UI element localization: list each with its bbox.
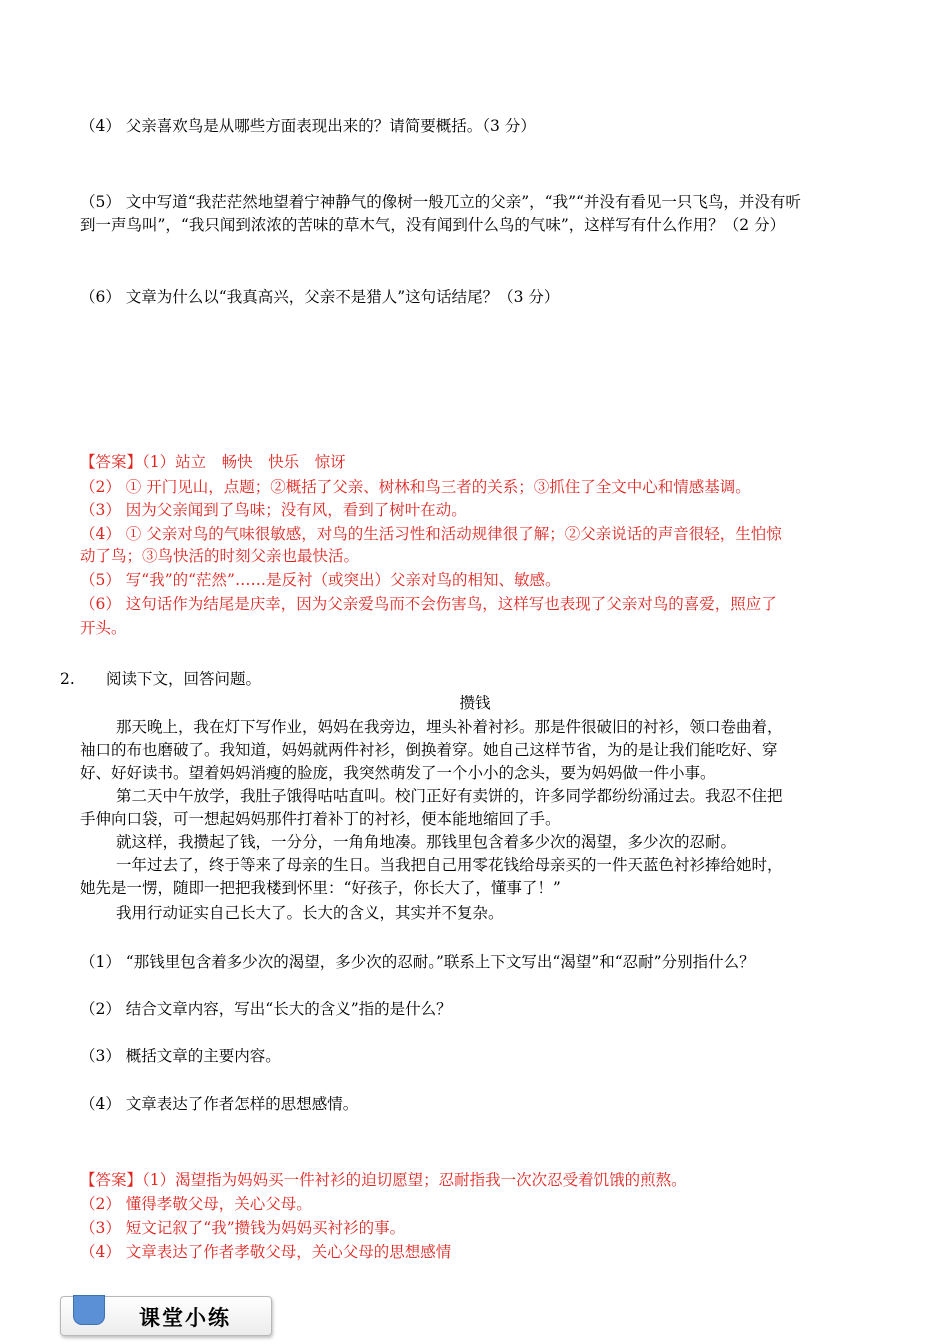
passage-question: （2） 结合文章内容，写出“长大的含义”指的是什么？ — [80, 1000, 452, 1018]
passage-question: （1） “那钱里包含着多少次的渴望，多少次的忍耐。”联系上下文写出“渴望”和“忍耐”分别指什么？ — [80, 953, 755, 971]
question-6: （6） 文章为什么以“我真高兴，父亲不是猎人”这句话结尾？（3 分） — [80, 288, 560, 306]
passage-line: 袖口的布也磨破了。我知道，妈妈就两件衬衫，倒换着穿。她自己这样节省，为的是让我们能吃好、穿 — [80, 741, 778, 759]
section-badge — [60, 1296, 272, 1336]
passage-line: 那天晚上，我在灯下写作业，妈妈在我旁边，埋头补着衬衫。那是件很破旧的衬衫，领口卷曲着， — [116, 718, 783, 736]
section-badge-label: 课堂小练 — [139, 1306, 231, 1330]
answer-line: （2） 懂得孝敬父母，关心父母。 — [80, 1195, 312, 1213]
passage-line: 手伸向口袋，可一想起妈妈那件打着补丁的衬衫，便本能地缩回了手。 — [80, 810, 561, 828]
answer-line: （3） 短文记叙了“我”攒钱为妈妈买衬衫的事。 — [80, 1219, 406, 1237]
answer-line: 【答案】（1）站立 畅快 快乐 惊讶 — [80, 453, 346, 471]
reading-instruction: 阅读下文，回答问题。 — [106, 670, 262, 688]
answer-line: 【答案】（1）渴望指为妈妈买一件衬衫的迫切愿望；忍耐指我一次次忍受着饥饿的煎熬。 — [80, 1171, 687, 1189]
passage-title: 攒钱 — [459, 694, 491, 712]
answer-line: （4） 文章表达了作者孝敬父母，关心父母的思想感情 — [80, 1243, 452, 1261]
answer-line: （3） 因为父亲闻到了鸟味；没有风，看到了树叶在动。 — [80, 501, 467, 519]
passage-line: 我用行动证实自己长大了。长大的含义，其实并不复杂。 — [116, 904, 504, 922]
passage-line: 一年过去了，终于等来了母亲的生日。当我把自己用零花钱给母亲买的一件天蓝色衬衫捧给她时， — [116, 856, 783, 874]
question-5-line-2: 到一声鸟叫”，“我只闻到浓浓的苦味的草木气，没有闻到什么鸟的气味”，这样写有什么作用？（2 分） — [80, 216, 786, 234]
passage-line: 就这样，我攒起了钱，一分分，一角角地凑。那钱里包含着多少次的渴望，多少次的忍耐。 — [116, 833, 737, 851]
passage-line: 好、好好读书。望着妈妈消瘦的脸庞，我突然萌发了一个小小的念头，要为妈妈做一件小事。 — [80, 764, 716, 782]
passage-line: 她先是一愣，随即一把把我楼到怀里：“好孩子，你长大了，懂事了！” — [80, 879, 561, 897]
question-4: （4） 父亲喜欢鸟是从哪些方面表现出来的？请简要概括。（3 分） — [80, 117, 536, 135]
answer-line: （5） 写“我”的“茫然”……是反衬（或突出）父亲对鸟的相知、敏感。 — [80, 571, 561, 589]
answer-line: （2） ① 开门见山，点题；②概括了父亲、树林和鸟三者的关系；③抓住了全文中心和情感基调。 — [80, 478, 751, 496]
passage-line: 第二天中午放学，我肚子饿得咕咕直叫。校门正好有卖饼的，许多同学都纷纷涌过去。我忍不住把 — [116, 787, 783, 805]
question-5-line-1: （5） 文中写道“我茫茫然地望着宁神静气的像树一般兀立的父亲”，“我”“并没有看见一只飞鸟，并没有听 — [80, 193, 801, 211]
answer-line: （6） 这句话作为结尾是庆幸，因为父亲爱鸟而不会伤害鸟，这样写也表现了父亲对鸟的喜爱，照应了 — [80, 595, 777, 613]
passage-question: （4） 文章表达了作者怎样的思想感情。 — [80, 1095, 359, 1113]
answer-line: （4） ① 父亲对鸟的气味很敏感，对鸟的生活习性和活动规律很了解；②父亲说话的声音很轻，生怕惊 — [80, 525, 782, 543]
passage-question: （3） 概括文章的主要内容。 — [80, 1047, 281, 1065]
bookmark-icon — [73, 1295, 105, 1325]
answer-line: 动了鸟；③鸟快活的时刻父亲也最快活。 — [80, 547, 360, 565]
question-number: 2. — [60, 670, 75, 688]
answer-line: 开头。 — [80, 619, 127, 637]
